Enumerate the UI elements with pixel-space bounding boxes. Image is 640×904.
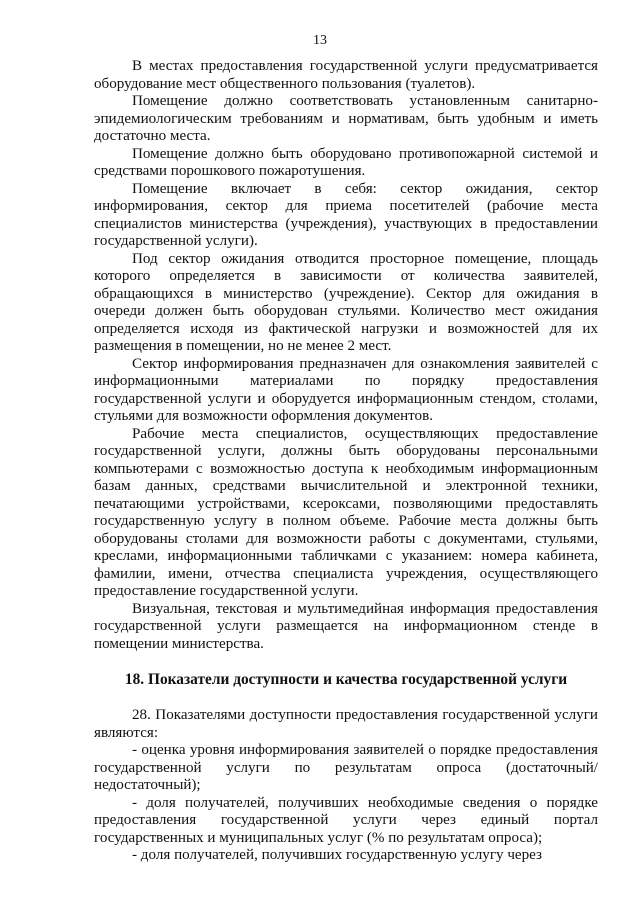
page-number: 13 bbox=[313, 33, 327, 48]
document-body bbox=[94, 58, 598, 865]
paragraph-sanitary-requirements: Помещение должно соответствовать установленным санитарно-эпидемиологическим требованиям и нормативам, быть удобным и иметь достаточно места. bbox=[94, 93, 598, 144]
list-item: - оценка уровня информирования заявителей о порядке предоставления государственной услуги по результатам опроса (достаточный/недостаточный); bbox=[94, 742, 598, 793]
paragraph-restrooms: В местах предоставления государственной услуги предусматривается оборудование мест общественного пользования (туалетов). bbox=[94, 58, 598, 92]
paragraph-premises-sectors: Помещение включает в себя: сектор ожидания, сектор информирования, сектор для приема посетителей (рабочие места специалистов министерства (учреждения), участвующих в предоставлении государственной услуги). bbox=[94, 180, 598, 249]
paragraph-workplaces: Рабочие места специалистов, осуществляющих предоставление государственной услуги, должны быть оборудованы персональными компьютерами с возможностью доступа к необходимым информационным базам данных, средствами вычислительной и электронной техники, печатающими устройствами, ксероксами, позволяющими предоставлять государственную услугу в полном объеме. Рабочие места должны быть оборудованы столами для возможности работы с документами, стульями, креслами, информационными табличками с указанием: номера кабинета, фамилии, имени, отчества специалиста учреждения, осуществляющего предоставление государственной услуги. bbox=[94, 425, 598, 599]
paragraph-waiting-sector: Под сектор ожидания отводится просторное помещение, площадь которого определяется в зависимости от количества заявителей, обращающихся в министерство (учреждение). Сектор для ожидания в очереди должен быть оборудован стульями. Количество мест ожидания определяется исходя из фактической нагрузки и возможностей для их размещения в помещении, но не менее 2 мест. bbox=[94, 250, 598, 354]
section-heading: 18. Показатели доступности и качества государственной услуги bbox=[124, 671, 568, 688]
paragraph-fire-safety: Помещение должно быть оборудовано противопожарной системой и средствами порошкового пожаротушения. bbox=[94, 145, 598, 179]
list-item: - доля получателей, получивших необходимые сведения о порядке предоставления государственной услуги через единый портал государственных и муниципальных услуг (% по результатам опроса); bbox=[94, 794, 598, 846]
paragraph-information-sector: Сектор информирования предназначен для ознакомления заявителей с информационными материалами по порядку предоставления государственной услуги и оборудуется информационным стендом, столами, стульями для возможности оформления документов. bbox=[94, 355, 598, 424]
paragraph-information-stand: Визуальная, текстовая и мультимедийная информация предоставления государственной услуги размещается на информационном стенде в помещении министерства. bbox=[94, 600, 598, 652]
section-intro: 28. Показателями доступности предоставления государственной услуги являются: bbox=[94, 707, 598, 741]
list-item: - доля получателей, получивших государственную услугу через bbox=[132, 847, 543, 863]
